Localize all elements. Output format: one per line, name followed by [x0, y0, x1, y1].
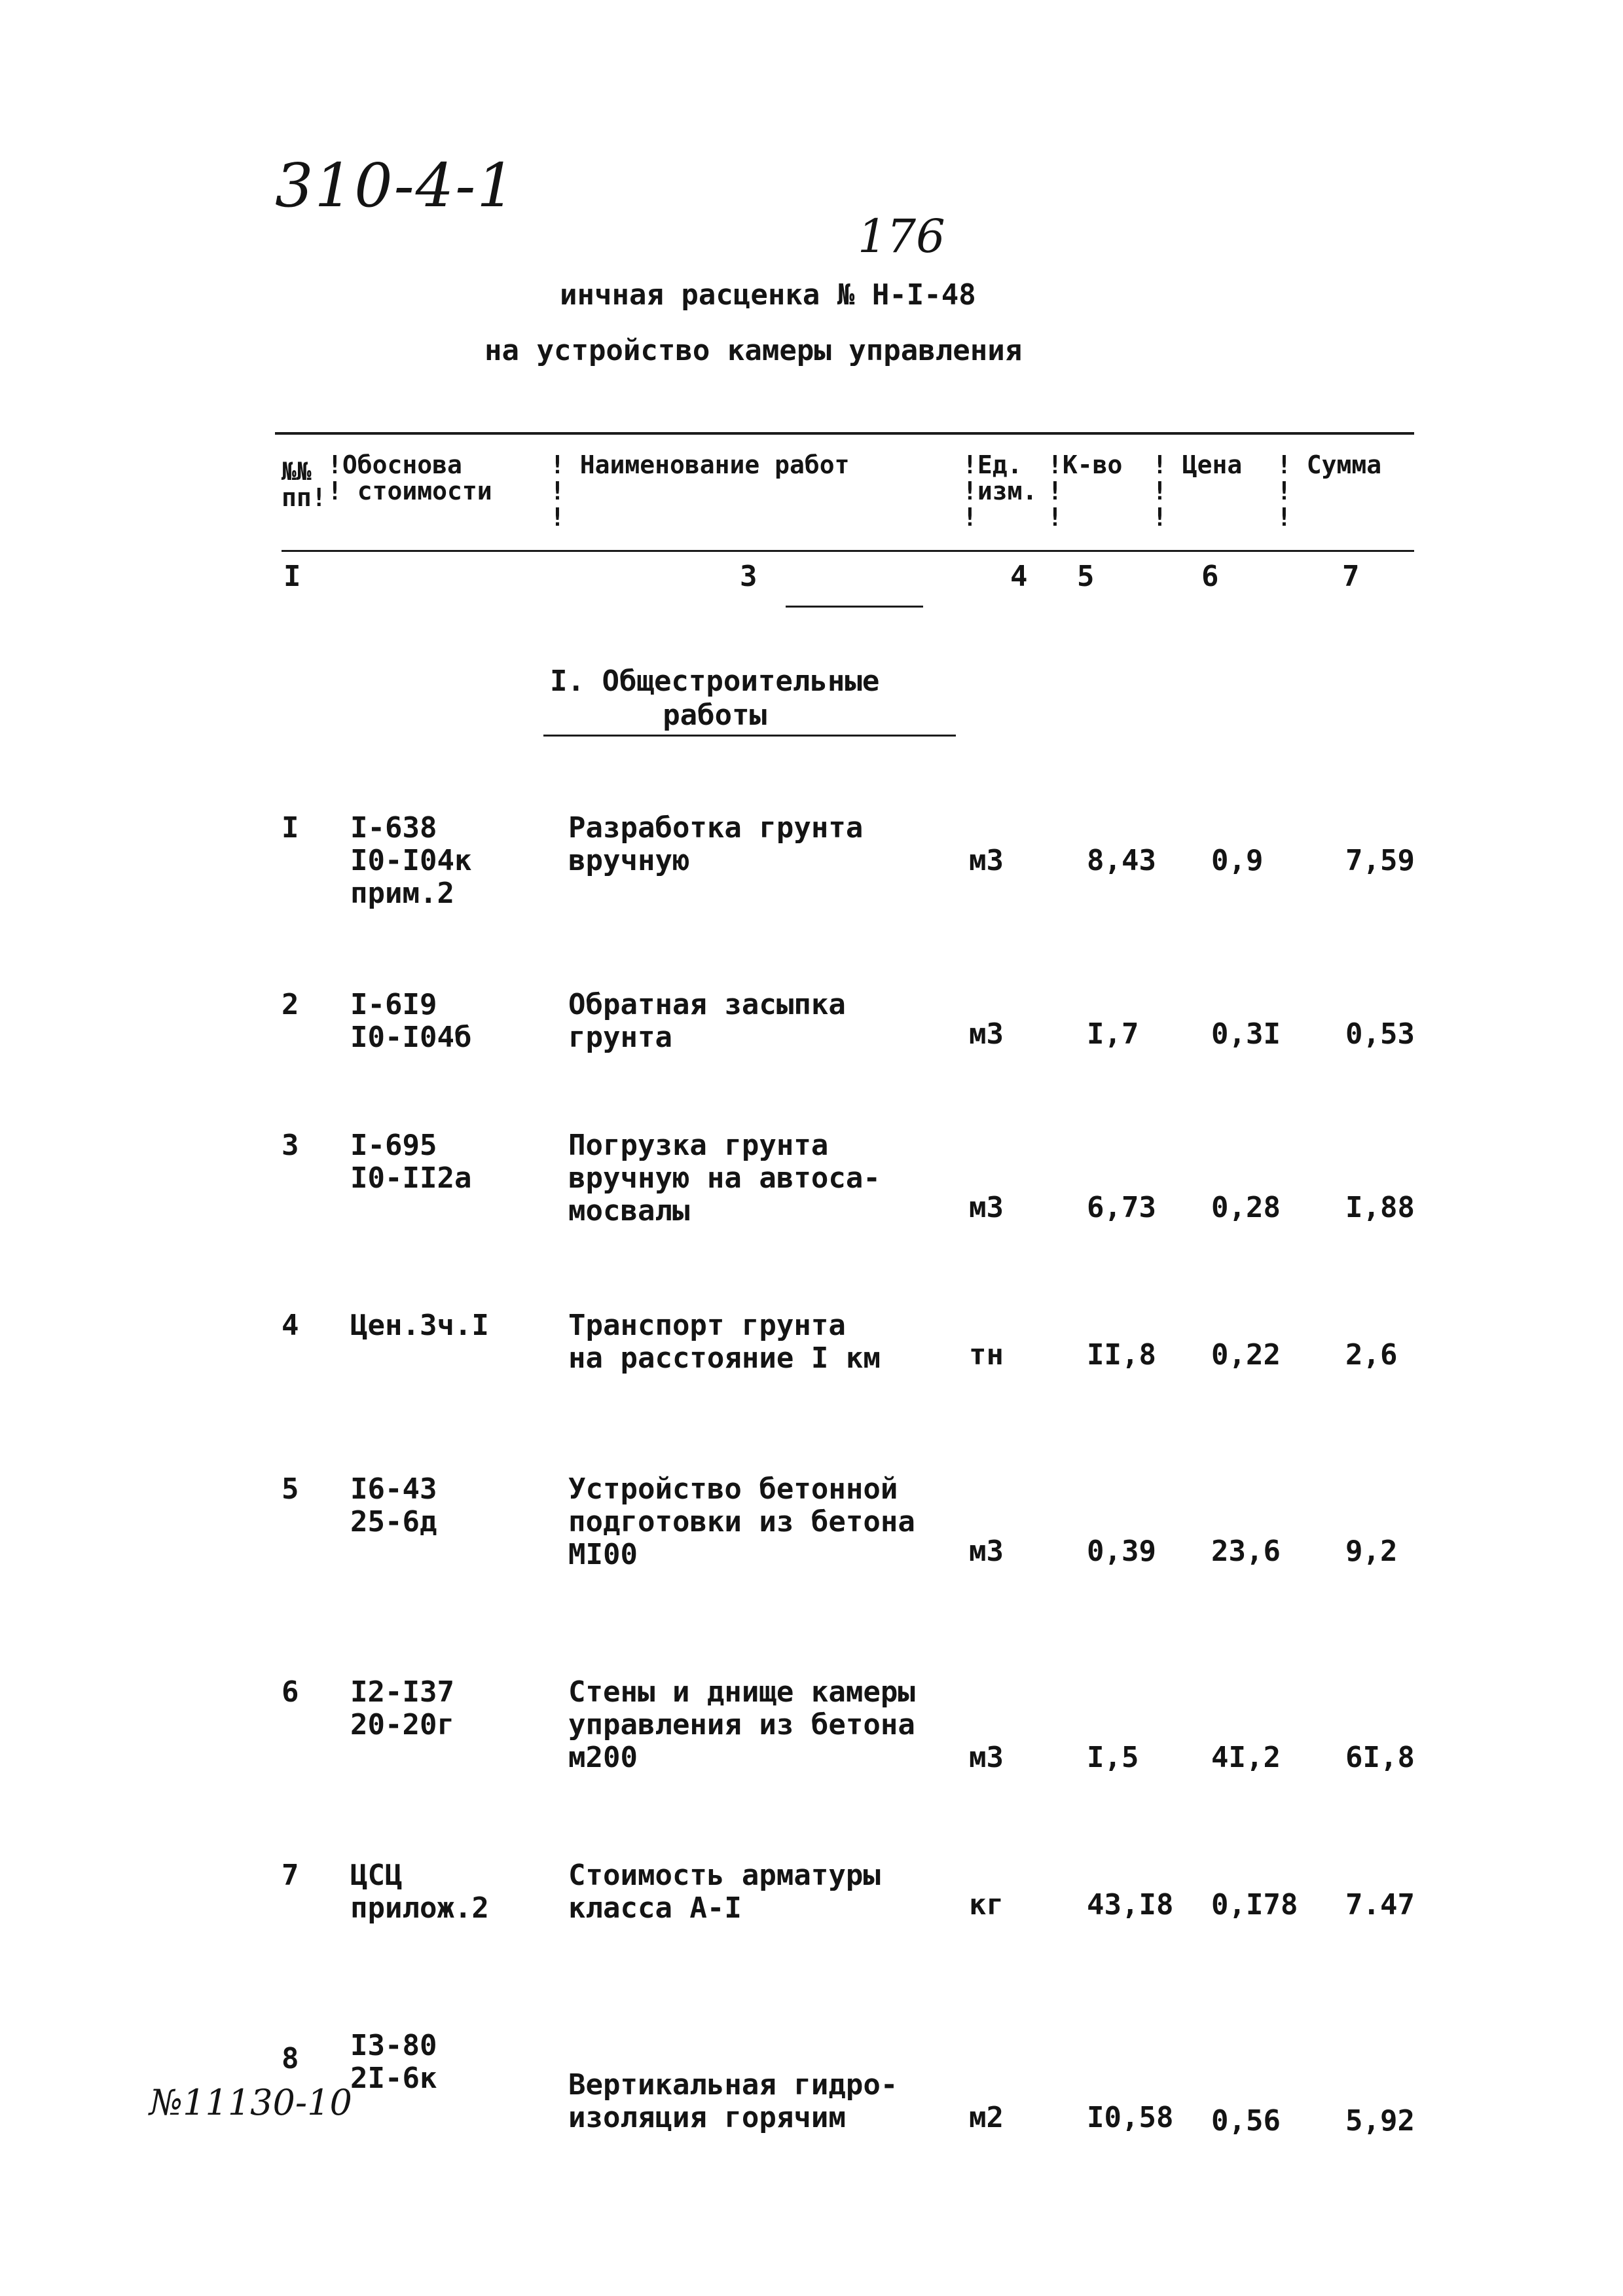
row-sum: 7.47: [1345, 1888, 1415, 1922]
row-unit: м3: [969, 1017, 1004, 1051]
row-justification: I2-I37 20-20г: [350, 1675, 454, 1741]
row-justification: I6-43 25-6д: [350, 1472, 437, 1539]
column-number: 4: [1010, 560, 1028, 593]
row-unit: м3: [969, 1535, 1004, 1568]
row-justification: I-638 I0-I04к прим.2: [350, 811, 472, 910]
row-justification: I-6I9 I0-I04б: [350, 988, 472, 1054]
row-sum: I,88: [1345, 1191, 1415, 1224]
header-col-work-name: ! Наименование работ ! !: [550, 450, 850, 532]
archive-stamp: №11130-10: [149, 2082, 352, 2123]
row-work-name: Разработка грунта вручную: [568, 811, 864, 877]
row-sum: 2,6: [1345, 1338, 1398, 1372]
row-price: 0,3I: [1211, 1017, 1281, 1051]
row-work-name: Вертикальная гидро- изоляция горячим: [568, 2068, 898, 2134]
row-sum: 6I,8: [1345, 1741, 1415, 1774]
row-justification: I3-80 2I-6к: [350, 2029, 437, 2095]
row-quantity: 43,I8: [1087, 1888, 1174, 1922]
row-work-name: Стоимость арматуры класса А-I: [568, 1859, 881, 1925]
row-number: 8: [282, 2042, 299, 2075]
row-work-name: Устройство бетонной подготовки из бетона МI00: [568, 1472, 915, 1571]
row-number: 2: [282, 988, 299, 1021]
row-price: 4I,2: [1211, 1741, 1281, 1774]
page-number: 176: [858, 210, 945, 263]
row-sum: 5,92: [1345, 2104, 1415, 2138]
header-col-number: №№ пп!: [282, 457, 327, 512]
row-unit: тн: [969, 1338, 1004, 1372]
row-quantity: I0,58: [1087, 2101, 1174, 2134]
row-quantity: 8,43: [1087, 844, 1156, 877]
section-underline: [543, 735, 956, 737]
row-price: 0,28: [1211, 1191, 1281, 1224]
row-number: 7: [282, 1859, 299, 1892]
row-unit: м3: [969, 844, 1004, 877]
column-number-underline: [786, 606, 923, 608]
row-quantity: I,5: [1087, 1741, 1139, 1774]
column-number: I: [283, 560, 301, 593]
document-title: инчная расценка № Н-I-48: [560, 278, 976, 312]
header-col-price: ! Цена ! !: [1152, 450, 1243, 532]
row-quantity: 0,39: [1087, 1535, 1156, 1568]
header-col-quantity: !К-во ! !: [1048, 450, 1123, 532]
row-unit: м3: [969, 1191, 1004, 1224]
document-subtitle: на устройство камеры управления: [484, 334, 1023, 367]
header-bottom-rule: [282, 550, 1414, 552]
row-sum: 9,2: [1345, 1535, 1398, 1568]
column-number: 3: [740, 560, 757, 593]
document-code: 310-4-1: [275, 151, 517, 221]
row-price: 0,9: [1211, 844, 1264, 877]
header-col-sum: ! Сумма ! !: [1277, 450, 1382, 532]
row-price: 0,I78: [1211, 1888, 1298, 1922]
row-number: 4: [282, 1309, 299, 1342]
row-unit: м2: [969, 2101, 1004, 2134]
row-unit: кг: [969, 1888, 1004, 1922]
column-number: 6: [1201, 560, 1219, 593]
row-work-name: Погрузка грунта вручную на автоса- мосвалы: [568, 1129, 881, 1228]
row-work-name: Обратная засыпка грунта: [568, 988, 846, 1054]
row-number: 6: [282, 1675, 299, 1709]
row-justification: ЦСЦ прилож.2: [350, 1859, 489, 1925]
section-title: I. Общестроительные работы: [550, 665, 880, 732]
row-number: I: [282, 811, 299, 845]
row-price: 23,6: [1211, 1535, 1281, 1568]
row-unit: м3: [969, 1741, 1004, 1774]
row-price: 0,56: [1211, 2104, 1281, 2138]
column-number: 7: [1342, 560, 1360, 593]
row-quantity: I,7: [1087, 1017, 1139, 1051]
row-number: 3: [282, 1129, 299, 1162]
row-work-name: Транспорт грунта на расстояние I км: [568, 1309, 881, 1375]
row-sum: 7,59: [1345, 844, 1415, 877]
row-justification: Цен.3ч.I: [350, 1309, 489, 1342]
row-sum: 0,53: [1345, 1017, 1415, 1051]
row-work-name: Стены и днище камеры управления из бетона м200: [568, 1675, 915, 1774]
row-quantity: II,8: [1087, 1338, 1156, 1372]
column-number: 5: [1077, 560, 1095, 593]
row-quantity: 6,73: [1087, 1191, 1156, 1224]
row-justification: I-695 I0-II2а: [350, 1129, 472, 1195]
header-col-justification: !Обоснова ! стоимости: [327, 450, 492, 505]
row-price: 0,22: [1211, 1338, 1281, 1372]
table-top-rule: [275, 432, 1414, 435]
header-col-unit: !Ед. !изм. !: [962, 450, 1038, 532]
row-number: 5: [282, 1472, 299, 1506]
